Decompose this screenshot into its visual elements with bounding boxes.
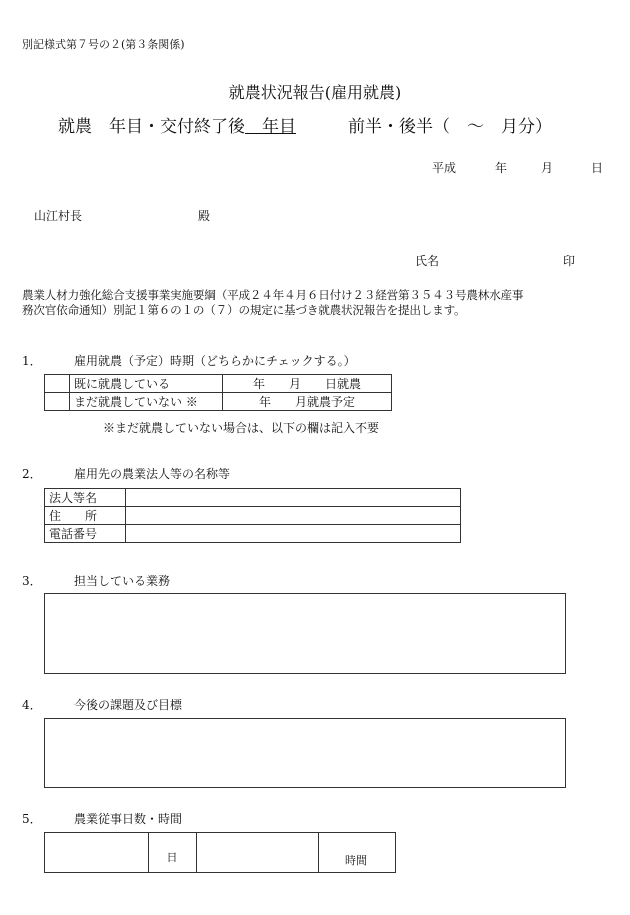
address-field[interactable] [126, 507, 461, 525]
assigned-work-box[interactable] [44, 593, 566, 674]
page-subtitle [58, 112, 296, 137]
employment-timing-table [44, 374, 392, 411]
subtitle-years-blank[interactable]: 年目 [245, 117, 296, 137]
section5-heading: 農業従事日数・時間 [74, 812, 183, 826]
table-row [45, 525, 461, 543]
section2-number: 2． [22, 467, 42, 481]
row-label: 法人等名 [45, 489, 126, 507]
date-year-label: 年 [495, 161, 508, 175]
row-label: まだ就農していない ※ [70, 393, 223, 411]
section4-number: 4． [22, 698, 42, 712]
corporation-name-field[interactable] [126, 489, 461, 507]
section5-number: 5． [22, 812, 42, 826]
section1-number: 1． [22, 354, 42, 368]
goals-box[interactable] [44, 718, 566, 788]
intro-text-line2: 務次官依命通知）別記１第６の１の（７）の規定に基づき就農状況報告を提出します。 [22, 303, 466, 317]
table-row [45, 489, 461, 507]
subtitle-period: 前半・後半（ 〜 月分） [348, 117, 552, 137]
section3-number: 3． [22, 574, 42, 588]
checkbox-not-yet-employed[interactable] [45, 393, 70, 411]
signature-name-label: 氏名 [415, 254, 440, 268]
page-title: 就農状況報告(雇用就農) [228, 83, 402, 102]
section2-heading: 雇用先の農業法人等の名称等 [74, 467, 231, 481]
table-row [45, 393, 392, 411]
table-row [45, 507, 461, 525]
employment-date-field[interactable]: 年 月 日就農 [223, 375, 392, 393]
date-day-label: 日 [591, 161, 604, 175]
date-era-label: 平成 [432, 161, 457, 175]
work-days-field[interactable] [45, 833, 149, 872]
form-code: 別記様式第７号の２(第３条関係) [22, 38, 185, 51]
date-month-label: 月 [541, 161, 554, 175]
work-hours-field[interactable] [196, 833, 319, 872]
section1-heading: 雇用就農（予定）時期（どちらかにチェックする。） [74, 354, 356, 368]
section1-note: ※まだ就農していない場合は、以下の欄は記入不要 [103, 421, 380, 435]
section3-heading: 担当している業務 [74, 574, 171, 588]
table-row [45, 375, 392, 393]
planned-employment-date-field[interactable]: 年 月就農予定 [223, 393, 392, 411]
subtitle-part1: 就農 年目・交付終了後 [58, 117, 245, 137]
work-days-hours-table [44, 832, 396, 873]
phone-number-field[interactable] [126, 525, 461, 543]
days-unit-label: 日 [166, 851, 178, 864]
seal-label: 印 [563, 254, 576, 268]
row-label: 既に就農している [70, 375, 223, 393]
checkbox-already-employed[interactable] [45, 375, 70, 393]
employer-info-table [44, 488, 461, 543]
row-label: 電話番号 [45, 525, 126, 543]
section4-heading: 今後の課題及び目標 [74, 698, 183, 712]
addressee-honorific: 殿 [198, 209, 211, 223]
addressee-name: 山江村長 [34, 209, 83, 223]
hours-unit-label: 時間 [345, 854, 367, 867]
intro-text-line1: 農業人材力強化総合支援事業実施要綱（平成２４年４月６日付け２３経営第３５４３号農林水産事 [22, 288, 524, 302]
row-label: 住 所 [45, 507, 126, 525]
